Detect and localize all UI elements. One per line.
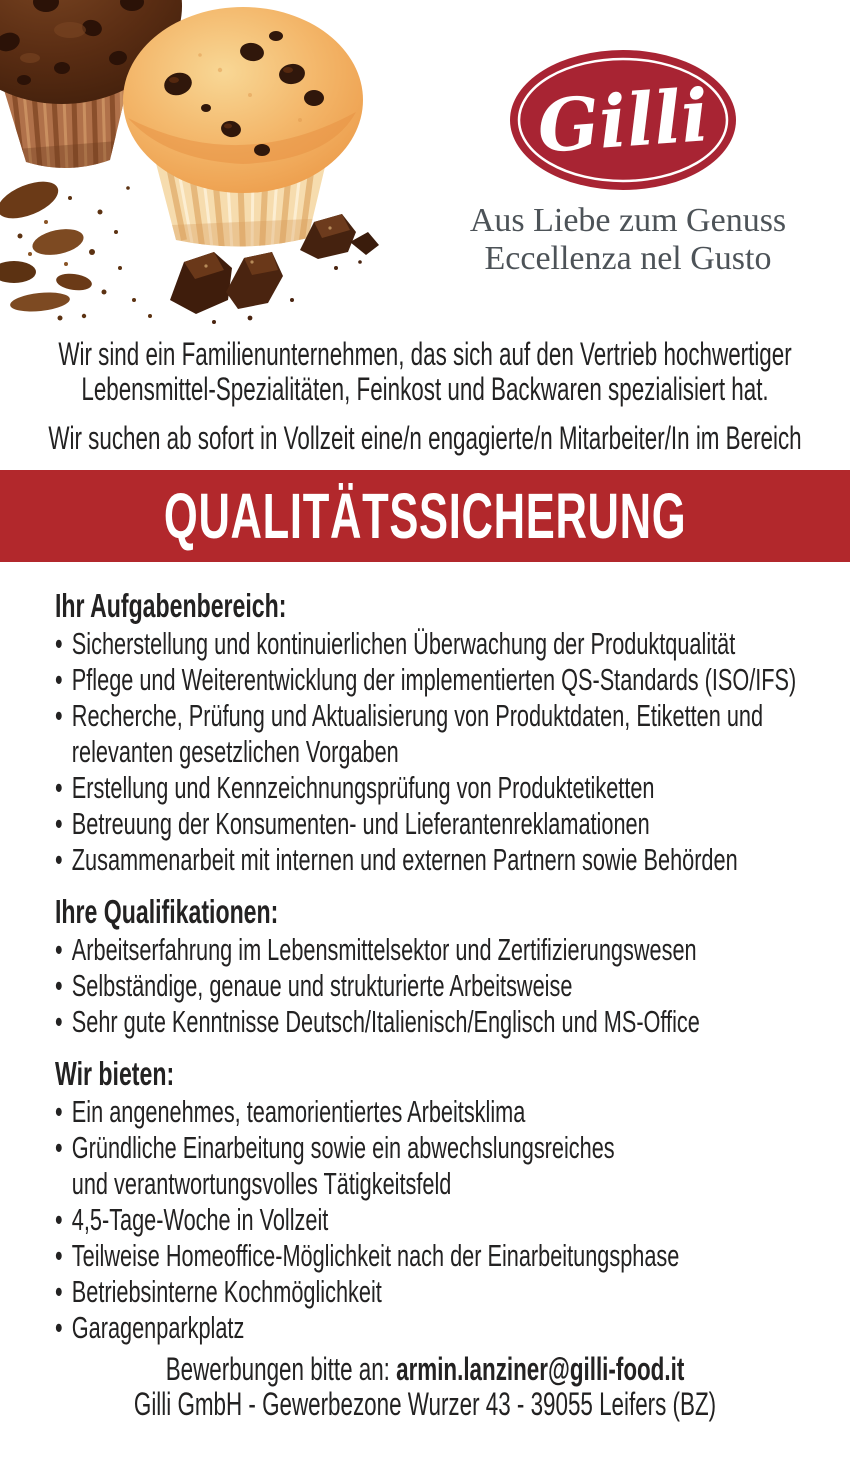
- bullet-text: Recherche, Prüfung und Aktualisierung von Produktdaten, Etiketten und: [71, 698, 764, 733]
- bullet-item: [55, 968, 796, 1004]
- section-heading: Ihre Qualifikationen:: [55, 893, 279, 930]
- bullet-item: [55, 1202, 796, 1238]
- application-footer: [128, 1352, 723, 1422]
- section-2: [55, 1054, 796, 1346]
- bullet-text: Selbständige, genaue und strukturierte Arbeitsweise: [71, 968, 573, 1003]
- bullet-text: Erstellung und Kennzeichnungsprüfung von Produktetiketten: [71, 770, 655, 805]
- bullet-continuation: [55, 734, 796, 770]
- job-title: QUALITÄTSSICHERUNG: [163, 480, 687, 552]
- bullet-item: [55, 932, 796, 968]
- bullet-text: Betriebsinterne Kochmöglichkeit: [71, 1274, 382, 1309]
- bullet-dot: •: [55, 626, 63, 661]
- bullet-item: [55, 1274, 796, 1310]
- bullet-text: relevanten gesetzlichen Vorgaben: [71, 734, 399, 769]
- job-title-banner: [0, 470, 850, 562]
- bullet-text: Sicherstellung und kontinuierlichen Überwachung der Produktqualität: [71, 626, 736, 661]
- bullet-dot: •: [55, 1202, 63, 1237]
- intro-line: Lebensmittel-Spezialitäten, Feinkost und Backwaren spezialisiert hat.: [81, 371, 769, 407]
- bullet-text: Ein angenehmes, teamorientiertes Arbeitsklima: [71, 1094, 526, 1129]
- company-address: Gilli GmbH - Gewerbezone Wurzer 43 - 39055 Leifers (BZ): [133, 1386, 717, 1422]
- bullet-dot: •: [55, 842, 63, 877]
- bullet-dot: •: [55, 968, 63, 1003]
- bullet-item: [55, 1130, 796, 1166]
- muffins-photo: [0, 0, 440, 330]
- application-prefix: Bewerbungen bitte an:: [165, 1351, 397, 1387]
- section-heading: Wir bieten:: [55, 1055, 175, 1092]
- bullet-text: Gründliche Einarbeitung sowie ein abwechslungsreiches: [71, 1130, 615, 1165]
- bullet-item: [55, 1094, 796, 1130]
- bullet-text: Zusammenarbeit mit internen und externen Partnern sowie Behörden: [71, 842, 738, 877]
- bullet-item: [55, 1238, 796, 1274]
- bullet-item: [55, 1004, 796, 1040]
- bullet-dot: •: [55, 1094, 63, 1129]
- bullet-text: Garagenparkplatz: [71, 1310, 245, 1345]
- section-1: [55, 892, 796, 1040]
- bullet-text: Teilweise Homeoffice-Möglichkeit nach der Einarbeitungsphase: [71, 1238, 680, 1273]
- bullet-dot: •: [55, 1310, 63, 1345]
- application-email: armin.lanziner@gilli-food.it: [396, 1351, 685, 1387]
- bullet-dot: •: [55, 806, 63, 841]
- tagline-line-de: Aus Liebe zum Genuss: [469, 202, 787, 239]
- bullet-dot: •: [55, 1274, 63, 1309]
- bullet-dot: •: [55, 932, 63, 967]
- intro-paragraph: [58, 336, 792, 407]
- bullet-item: [55, 626, 796, 662]
- application-line: [166, 1352, 685, 1387]
- bullet-item: [55, 698, 796, 734]
- bullet-text: und verantwortungsvolles Tätigkeitsfeld: [71, 1166, 452, 1201]
- intro-line: Wir suchen ab sofort in Vollzeit eine/n engagierte/n Mitarbeiter/In im Bereich: [48, 420, 802, 456]
- bullet-dot: •: [55, 698, 63, 733]
- bullet-dot: •: [55, 1004, 63, 1039]
- bullet-dot: •: [55, 770, 63, 805]
- intro-line: Wir sind ein Familienunternehmen, das sich auf den Vertrieb hochwertiger: [58, 336, 792, 372]
- bullet-text: Betreuung der Konsumenten- und Lieferantenreklamationen: [71, 806, 650, 841]
- bullet-item: [55, 806, 796, 842]
- cocoa-powder: [0, 174, 152, 320]
- section-0: [55, 586, 796, 878]
- bullet-text: Pflege und Weiterentwicklung der implementierten QS-Standards (ISO/IFS): [71, 662, 797, 697]
- job-details: [55, 586, 796, 1346]
- position-lead-paragraph: [48, 420, 802, 456]
- gilli-logo: [505, 46, 741, 194]
- bullet-item: [55, 1310, 796, 1346]
- bullet-dot: •: [55, 1238, 63, 1273]
- bullet-text: Sehr gute Kenntnisse Deutsch/Italienisch/Englisch und MS-Office: [71, 1004, 700, 1039]
- tagline-line-it: Eccellenza nel Gusto: [484, 240, 772, 277]
- bullet-item: [55, 842, 796, 878]
- bullet-text: Arbeitserfahrung im Lebensmittelsektor und Zertifizierungswesen: [71, 932, 697, 967]
- brand-tagline: [408, 202, 848, 278]
- bullet-text: 4,5-Tage-Woche in Vollzeit: [71, 1202, 329, 1237]
- bullet-dot: •: [55, 662, 63, 697]
- bullet-dot: •: [55, 1130, 63, 1165]
- section-heading: Ihr Aufgabenbereich:: [55, 587, 287, 624]
- bullet-continuation: [55, 1166, 796, 1202]
- bullet-item: [55, 770, 796, 806]
- logo-wordmark: Gilli: [534, 72, 712, 169]
- bullet-item: [55, 662, 796, 698]
